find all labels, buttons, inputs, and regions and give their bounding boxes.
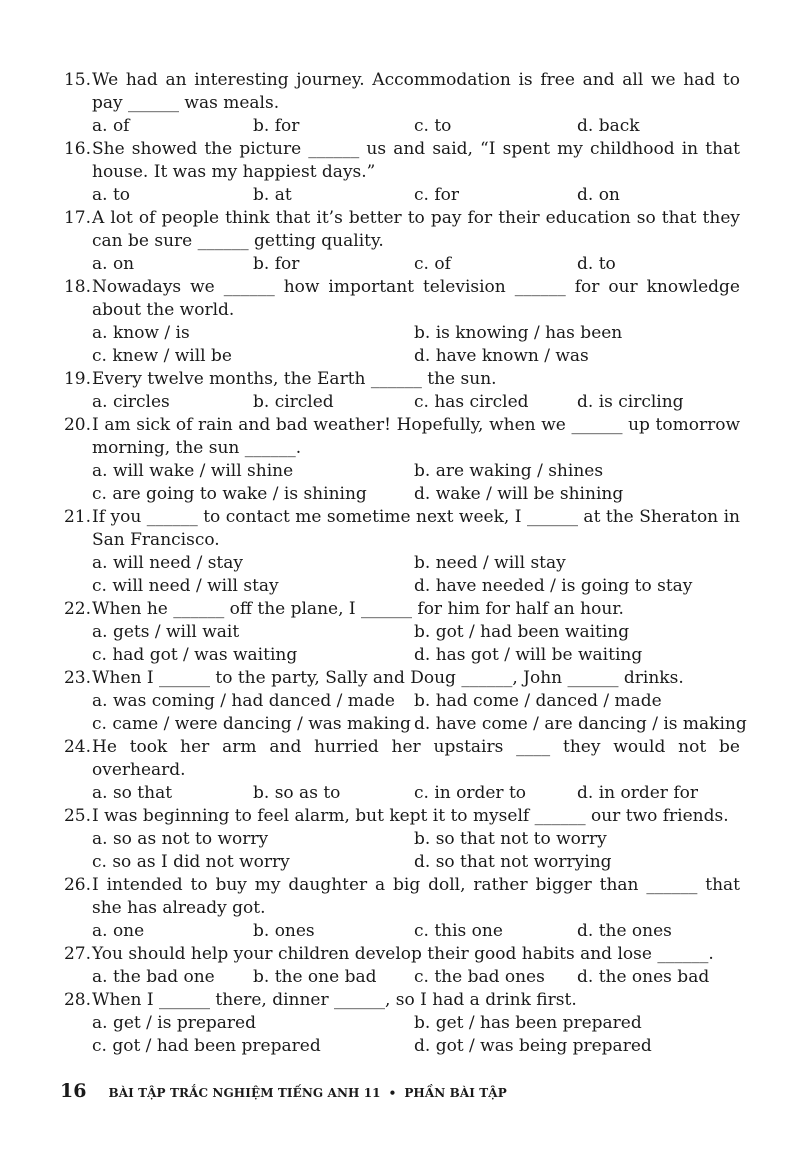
question-text: He took her arm and hurried her upstairs ____ they would not be overheard. [92,737,740,780]
answer-option[interactable]: a. on [92,254,135,274]
question-line [0,805,760,828]
question-number-cell [0,874,91,897]
answer-option[interactable]: d. the ones [577,921,672,941]
section-title: PHẦN BÀI TẬP [404,1086,507,1100]
answer-option[interactable]: b. so that not to worry [414,829,607,849]
question-block [0,368,760,414]
answer-option[interactable]: b. are waking / shines [414,461,604,481]
question-block [0,805,760,874]
answer-option[interactable]: a. one [92,921,145,941]
question-line [0,667,760,690]
question-block [0,989,760,1058]
question-number: 20. [63,415,91,435]
question-text: about the world. [92,300,235,320]
answer-option[interactable]: a. circles [92,392,170,412]
question-line [0,506,760,529]
answer-option[interactable]: c. knew / will be [92,346,232,366]
answer-option[interactable]: b. circled [253,392,334,412]
answer-option[interactable]: d. have needed / is going to stay [414,576,693,596]
question-number: 21. [63,507,91,527]
answer-option[interactable]: c. has circled [414,392,529,412]
question-text: I intended to buy my daughter a big doll, rather bigger than ______ that [92,875,740,895]
question-line [0,161,760,184]
question-number: 23. [63,668,91,688]
book-title: BÀI TẬP TRẮC NGHIỆM TIẾNG ANH 11 [108,1086,381,1100]
answer-options [0,552,760,598]
question-line [0,414,760,437]
question-block [0,414,760,506]
question-number-cell [0,736,91,759]
question-number: 22. [63,599,91,619]
footer-bullet: • [388,1086,397,1100]
question-number-cell [0,414,91,437]
question-block [0,943,760,989]
answer-option[interactable]: a. know / is [92,323,190,343]
question-number-cell [0,989,91,1012]
answer-options [0,920,760,943]
question-number-cell [0,598,91,621]
question-block [0,874,760,943]
question-number: 27. [63,944,91,964]
question-text: She showed the picture ______ us and said, “I spent my childhood in that [92,139,740,159]
answer-options [0,621,760,667]
question-text: pay ______ was meals. [92,93,280,113]
question-number-cell [0,276,91,299]
answer-options [0,1012,760,1058]
question-line [0,989,760,1012]
answer-options [0,253,760,276]
answer-option[interactable]: d. to [577,254,616,274]
question-line [0,207,760,230]
answer-option[interactable]: b. the one bad [253,967,377,987]
answer-options [0,322,760,368]
answer-option[interactable]: a. of [92,116,130,136]
question-number-cell [0,667,91,690]
question-list [0,69,760,1058]
answer-option[interactable]: b. had come / danced / made [414,691,662,711]
question-block [0,598,760,667]
question-line [0,529,760,552]
answer-option[interactable]: c. for [414,185,459,205]
answer-option[interactable]: d. got / was being prepared [414,1036,652,1056]
question-text: can be sure ______ getting quality. [92,231,384,251]
answer-option[interactable]: d. is circling [577,392,684,412]
question-line [0,299,760,322]
answer-option[interactable]: d. on [577,185,620,205]
question-number: 24. [63,737,91,757]
question-text: house. It was my happiest days.” [92,162,376,182]
question-number-cell [0,138,91,161]
page-number: 16 [60,1080,87,1102]
answer-option[interactable]: d. the ones bad [577,967,710,987]
question-text: When I ______ to the party, Sally and Doug ______, John ______ drinks. [92,668,684,688]
question-line [0,943,760,966]
answer-option[interactable]: a. get / is prepared [92,1013,256,1033]
answer-option[interactable]: d. so that not worrying [414,852,612,872]
question-line [0,92,760,115]
question-block [0,69,760,138]
page-footer [60,1080,507,1102]
question-block [0,138,760,207]
answer-option[interactable]: c. the bad ones [414,967,545,987]
answer-option[interactable]: a. so as not to worry [92,829,269,849]
question-text: You should help your children develop their good habits and lose ______. [92,944,714,964]
answer-options [0,391,760,414]
answer-option[interactable]: a. will wake / will shine [92,461,294,481]
answer-option[interactable]: d. have come / are dancing / is making [414,714,747,734]
answer-option[interactable]: c. of [414,254,451,274]
question-text: Every twelve months, the Earth ______ the sun. [92,369,497,389]
answer-options [0,966,760,989]
question-number-cell [0,69,91,92]
question-number-cell [0,943,91,966]
answer-option[interactable]: d. in order for [577,783,698,803]
question-number: 15. [63,70,91,90]
answer-option[interactable]: c. got / had been prepared [92,1036,321,1056]
question-line [0,897,760,920]
answer-options [0,782,760,805]
answer-option[interactable]: b. get / has been prepared [414,1013,642,1033]
question-number: 17. [63,208,91,228]
question-line [0,276,760,299]
answer-option[interactable]: a. will need / stay [92,553,243,573]
question-text: I am sick of rain and bad weather! Hopefully, when we ______ up tomorrow [92,415,740,435]
answer-option[interactable]: b. is knowing / has been [414,323,623,343]
question-number: 16. [63,139,91,159]
question-line [0,230,760,253]
answer-option[interactable]: b. for [253,116,300,136]
answer-option[interactable]: d. back [577,116,640,136]
question-number-cell [0,506,91,529]
answer-option[interactable]: b. got / had been waiting [414,622,630,642]
answer-option[interactable]: d. has got / will be waiting [414,645,643,665]
answer-option[interactable]: a. gets / will wait [92,622,240,642]
answer-option[interactable]: a. to [92,185,131,205]
answer-option[interactable]: b. ones [253,921,315,941]
question-block [0,736,760,805]
question-number: 18. [63,277,91,297]
answer-options [0,184,760,207]
answer-option[interactable]: b. at [253,185,292,205]
question-text: San Francisco. [92,530,220,550]
question-number-cell [0,805,91,828]
answer-options [0,690,760,736]
question-text: A lot of people think that it’s better to pay for their education so that they [92,208,740,228]
answer-option[interactable]: a. was coming / had danced / made [92,691,395,711]
answer-option[interactable]: b. for [253,254,300,274]
question-line [0,874,760,897]
question-text: morning, the sun ______. [92,438,302,458]
question-block [0,276,760,368]
question-line [0,598,760,621]
question-block [0,667,760,736]
question-text: When he ______ off the plane, I ______ for him for half an hour. [92,599,624,619]
answer-options [0,115,760,138]
answer-options [0,460,760,506]
question-text: I was beginning to feel alarm, but kept it to myself ______ our two friends. [92,806,729,826]
answer-options [0,828,760,874]
answer-option[interactable]: c. had got / was waiting [92,645,298,665]
question-line [0,437,760,460]
answer-option[interactable]: b. so as to [253,783,341,803]
question-block [0,207,760,276]
answer-option[interactable]: a. the bad one [92,967,215,987]
question-line [0,138,760,161]
answer-option[interactable]: c. this one [414,921,503,941]
question-text: she has already got. [92,898,266,918]
question-text: Nowadays we ______ how important television ______ for our knowledge [92,277,740,297]
question-number: 28. [63,990,91,1010]
answer-option[interactable]: c. are going to wake / is shining [92,484,367,504]
question-number: 25. [63,806,91,826]
answer-option[interactable]: c. will need / will stay [92,576,279,596]
question-text: When I ______ there, dinner ______, so I had a drink first. [92,990,577,1010]
question-number-cell [0,368,91,391]
question-line [0,736,760,782]
question-block [0,506,760,598]
answer-option[interactable]: a. so that [92,783,173,803]
answer-option[interactable]: c. so as I did not worry [92,852,290,872]
answer-option[interactable]: c. in order to [414,783,527,803]
question-text: We had an interesting journey. Accommodation is free and all we had to [92,70,740,90]
question-text: If you ______ to contact me sometime next week, I ______ at the Sheraton in [92,507,740,527]
answer-option[interactable]: d. have known / was [414,346,589,366]
answer-option[interactable]: c. to [414,116,452,136]
question-line [0,69,760,92]
question-number: 26. [63,875,91,895]
question-number-cell [0,207,91,230]
question-line [0,368,760,391]
answer-option[interactable]: c. came / were dancing / was making [92,714,411,734]
question-number: 19. [63,369,91,389]
answer-option[interactable]: b. need / will stay [414,553,566,573]
answer-option[interactable]: d. wake / will be shining [414,484,624,504]
